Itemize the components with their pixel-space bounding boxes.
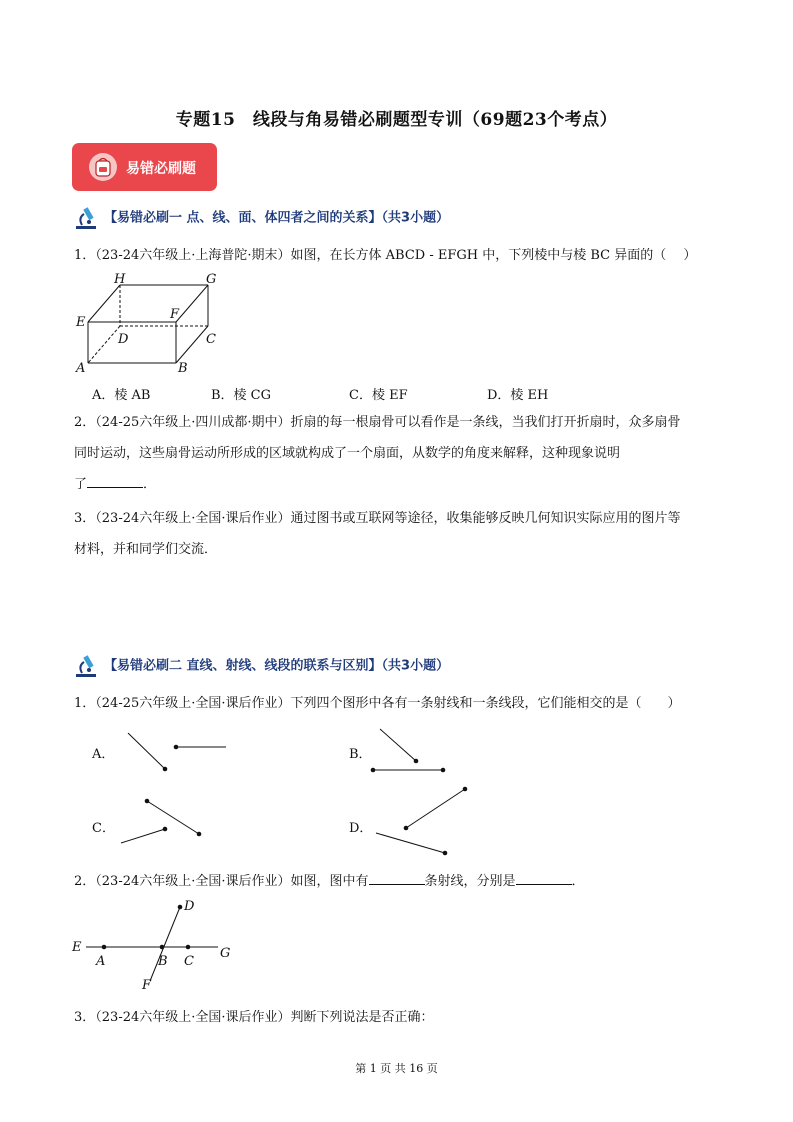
figure-a-segment xyxy=(128,733,165,769)
label-F2: F xyxy=(142,978,152,990)
figure-a xyxy=(120,725,235,780)
s1-q3-line2: 材料，并和同学们交流． xyxy=(74,542,218,557)
label-B2: B xyxy=(158,954,168,969)
option-c[interactable]: C．棱 EF xyxy=(349,388,408,403)
badge-label: 易错必刷题 xyxy=(126,161,196,177)
edge-EH xyxy=(88,285,120,322)
option-b[interactable]: B．棱 CG xyxy=(211,388,272,403)
figure-d-segment xyxy=(406,789,465,828)
figure-b xyxy=(368,725,453,775)
s2-option-d[interactable]: D． xyxy=(349,821,373,836)
s1-q3-line1: 3．（23-24六年级上·全国·课后作业）通过图书或互联网等途径，收集能够反映几何知识实际应用的图片等 xyxy=(74,511,681,526)
label-C: C xyxy=(206,332,216,347)
s2-q2-pre: 2．（23-24六年级上·全国·课后作业）如图，图中有 xyxy=(74,874,369,889)
figure-d xyxy=(370,783,475,858)
edge-DA xyxy=(88,326,120,363)
label-A2: A xyxy=(96,954,106,969)
edge-FG xyxy=(176,285,208,322)
label-D2: D xyxy=(184,899,195,914)
label-G: G xyxy=(206,272,217,287)
option-d[interactable]: D．棱 EH xyxy=(487,388,549,403)
label-D: D xyxy=(118,332,129,347)
s2-option-c[interactable]: C． xyxy=(92,821,115,836)
ray-count-blank[interactable] xyxy=(369,870,425,885)
ray-names-blank[interactable] xyxy=(516,870,572,885)
s2-q2-text: 2．（23-24六年级上·全国·课后作业）如图，图中有 条射线，分别是 ． xyxy=(74,866,585,897)
s2-option-a[interactable]: A． xyxy=(92,747,115,762)
figure-c-ray xyxy=(121,829,165,843)
error-prone-badge xyxy=(72,143,217,191)
s1-q1-stem: 1．（23-24六年级上·上海普陀·期末）如图，在长方体 ABCD - EFGH 中，下列棱中与棱 BC 异面的（ ） xyxy=(74,248,697,263)
label-G2: G xyxy=(220,946,231,961)
label-C2: C xyxy=(184,954,194,969)
label-E2: E xyxy=(72,940,82,955)
s2-q1-text: 1．（24-25六年级上·全国·课后作业）下列四个图形中各有一条射线和一条线段，它们能相交的是（ ） xyxy=(74,696,681,711)
figure-d-ray xyxy=(376,833,445,853)
answer-blank[interactable] xyxy=(87,473,143,488)
s2-q3-text: 3．（23-24六年级上·全国·课后作业）判断下列说法是否正确： xyxy=(74,1010,434,1025)
s1-q2-line1: 2．（24-25六年级上·四川成都·期中）折扇的每一根扇骨可以看作是一条线，当我们打开折扇时，众多扇骨 xyxy=(74,415,681,430)
line-DF xyxy=(150,907,180,981)
figure-c-segment xyxy=(147,801,199,834)
backpack-icon xyxy=(88,152,118,182)
edge-BC xyxy=(176,326,208,363)
s1-q2-line3: 了 ． xyxy=(74,469,681,500)
section-2-heading-text: 【易错必刷二 直线、射线、线段的联系与区别】（共3小题） xyxy=(104,658,450,674)
figure-b-ray xyxy=(380,729,416,761)
document-title: 专题15 线段与角易错必刷题型专训（69题23个考点） xyxy=(175,110,618,130)
cuboid-figure xyxy=(70,268,230,378)
s1-q2-text xyxy=(74,407,681,500)
section-1-heading-text: 【易错必刷一 点、线、面、体四者之间的关系】（共3小题） xyxy=(104,210,450,226)
s1-q2-line2: 同时运动，这些扇骨运动所形成的区域就构成了一个扇面，从数学的角度来解释，这种现象说明 xyxy=(74,446,621,461)
label-A: A xyxy=(76,361,86,376)
microscope-icon xyxy=(74,654,102,678)
microscope-icon xyxy=(74,206,102,230)
option-a[interactable]: A．棱 AB xyxy=(92,388,151,403)
s2-q2-mid: 条射线，分别是 xyxy=(424,874,516,889)
section-1-heading xyxy=(74,206,449,230)
s1-q3-text xyxy=(74,503,681,565)
s1-q1-text xyxy=(74,240,696,271)
label-B: B xyxy=(178,361,188,376)
label-F: F xyxy=(170,307,180,322)
page-footer: 第 1 页 共 16 页 xyxy=(355,1062,438,1075)
figure-c xyxy=(115,795,210,850)
section-2-heading xyxy=(74,654,449,678)
rays-figure xyxy=(66,895,241,990)
label-H: H xyxy=(114,272,126,287)
s2-option-b[interactable]: B． xyxy=(349,747,372,762)
label-E: E xyxy=(76,315,86,330)
